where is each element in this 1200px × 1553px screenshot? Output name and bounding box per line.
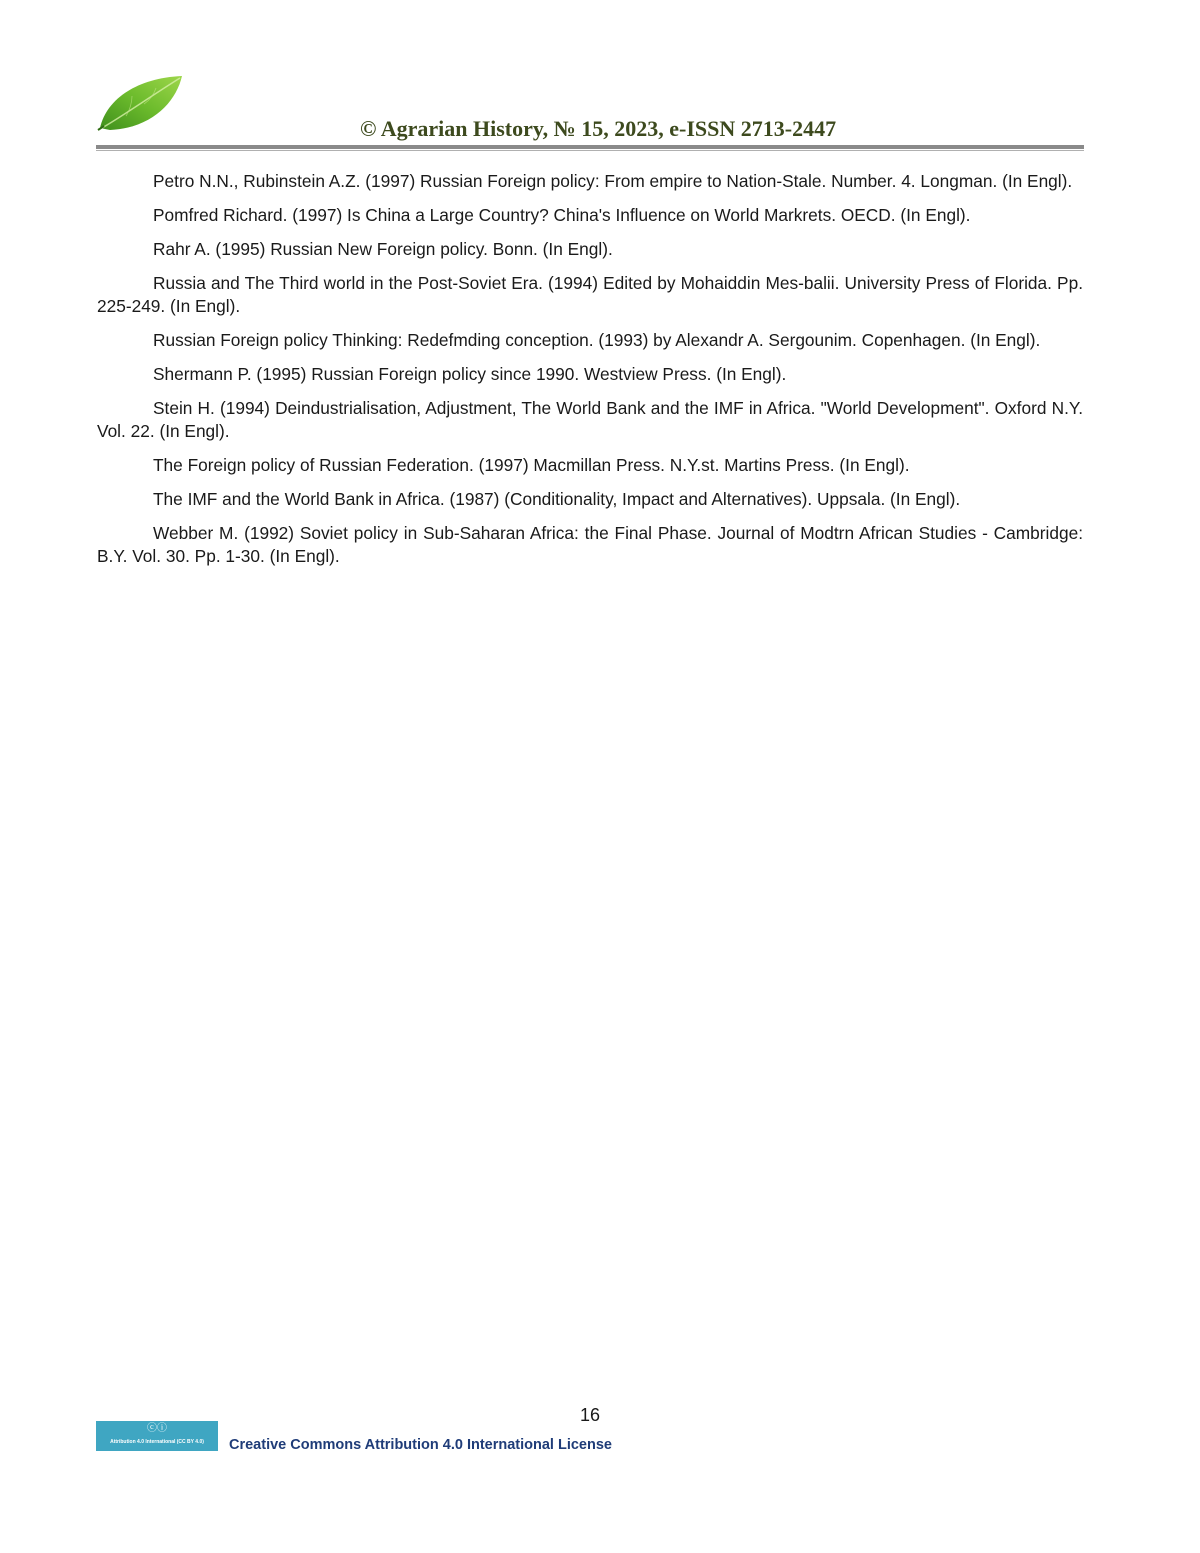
reference-item: Russia and The Third world in the Post-Soviet Era. (1994) Edited by Mohaiddin Mes-balii. University Press of Florida. Pp. 225-249. (In Engl). (97, 273, 1083, 316)
reference-list (97, 170, 1083, 579)
reference-item: The Foreign policy of Russian Federation. (1997) Macmillan Press. N.Y.st. Martins Press. (In Engl). (153, 455, 910, 475)
journal-header-title: © Agrarian History, № 15, 2023, e-ISSN 2713-2447 (360, 116, 837, 141)
reference-item: Rahr A. (1995) Russian New Foreign policy. Bonn. (In Engl). (153, 239, 613, 259)
reference-item: Russian Foreign policy Thinking: Redefmding conception. (1993) by Alexandr A. Sergounim. Copenhagen. (In Engl). (153, 330, 1041, 350)
reference-item: Webber M. (1992) Soviet policy in Sub-Saharan Africa: the Final Phase. Journal of Modtrn African Studies - Cambridge: B.Y. Vol. 30. Pp. 1-30. (In Engl). (97, 523, 1083, 566)
reference-item: Petro N.N., Rubinstein A.Z. (1997) Russian Foreign policy: From empire to Nation-Stale. Number. 4. Longman. (In Engl). (153, 171, 1073, 191)
reference-item: Stein H. (1994) Deindustrialisation, Adjustment, The World Bank and the IMF in Africa. "World Development". Oxford N.Y. Vol. 22. (In Engl). (97, 398, 1083, 441)
green-leaf-icon (96, 72, 188, 134)
reference-item: Pomfred Richard. (1997) Is China a Large Country? China's Influence on World Markrets. OECD. (In Engl). (153, 205, 971, 225)
header-divider-thin (96, 150, 1084, 151)
header-divider (96, 145, 1084, 149)
creative-commons-icon: ⓒⓘ (147, 1423, 167, 1434)
reference-item: Shermann P. (1995) Russian Foreign policy since 1990. Westview Press. (In Engl). (153, 364, 787, 384)
cc-license-badge[interactable] (96, 1421, 218, 1451)
license-link[interactable]: Creative Commons Attribution 4.0 International License (229, 1437, 612, 1453)
reference-item: The IMF and the World Bank in Africa. (1987) (Conditionality, Impact and Alternatives). Uppsala. (In Engl). (153, 489, 961, 509)
page-number: 16 (579, 1405, 601, 1425)
cc-badge-text: Attribution 4.0 International (CC BY 4.0) (110, 1439, 204, 1445)
